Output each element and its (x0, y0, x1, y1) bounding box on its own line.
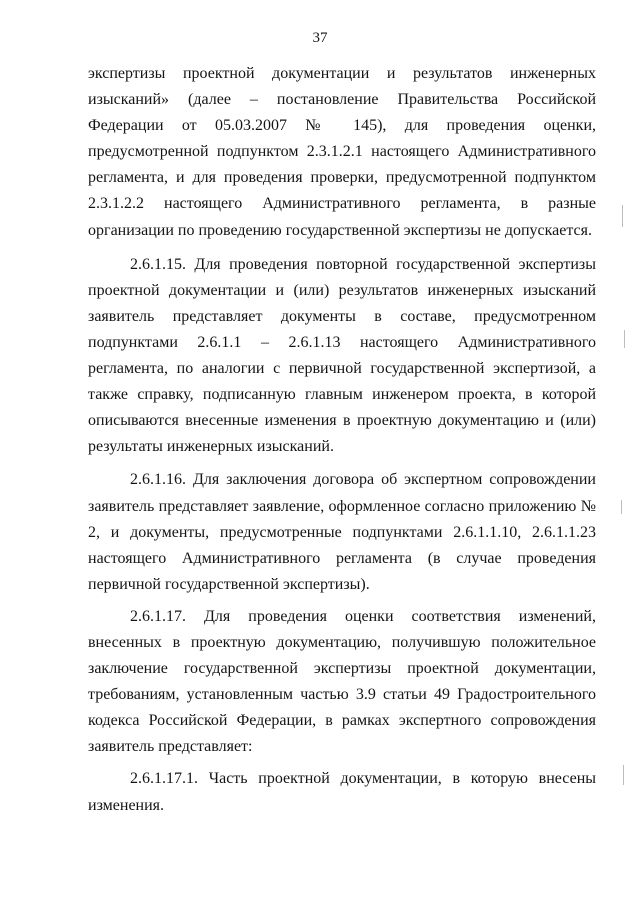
paragraph-2-6-1-17-1: 2.6.1.17.1. Часть проектной документации, в которую внесены изменения. (88, 770, 596, 814)
page-number: 37 (312, 30, 328, 46)
scan-artifact (622, 205, 623, 227)
paragraph-2-6-1-16: 2.6.1.16. Для заключения договора об экспертном сопровождении заявитель представляет заявление, оформленное согласно приложению № 2, и документы, предусмотренные подпунктами 2.6.1.1.10, 2.6.1.1.23 настоящего Административного регламента (в случае проведения первичной государственной экспертизы). (88, 471, 596, 593)
scan-artifact (624, 330, 625, 348)
paragraph-continuation: экспертизы проектной документации и результатов инженерных изысканий» (далее – постановление Правительства Российской Федерации от 05.03.2007 № 145), для проведения оценки, предусмотренной подпунктом 2.3.1.2.1 настоящего Административного регламента, и для проведения проверки, предусмотренной подпунктом 2.3.1.2.2 настоящего Административного регламента, в разные организации по проведению государственной экспертизы не допускается. (88, 65, 596, 239)
scan-artifact (621, 500, 622, 514)
document-body (88, 61, 596, 819)
paragraph-2-6-1-17: 2.6.1.17. Для проведения оценки соответствия изменений, внесенных в проектную документацию, получившую положительное заключение государственной экспертизы проектной документации, требованиям, установленным частью 3.9 статьи 49 Градостроительного кодекса Российской Федерации, в рамках экспертного сопровождения заявитель представляет: (88, 607, 596, 756)
scan-artifact (623, 765, 624, 785)
paragraph-2-6-1-15: 2.6.1.15. Для проведения повторной государственной экспертизы проектной документации и (или) результатов инженерных изысканий заявитель представляет документы в составе, предусмотренном подпунктами 2.6.1.1 – 2.6.1.13 настоящего Административного регламента, по аналогии с первичной государственной экспертизой, а также справку, подписанную главным инженером проекта, в которой описываются внесенные изменения в проектную документацию и (или) результаты инженерных изысканий. (88, 255, 596, 456)
